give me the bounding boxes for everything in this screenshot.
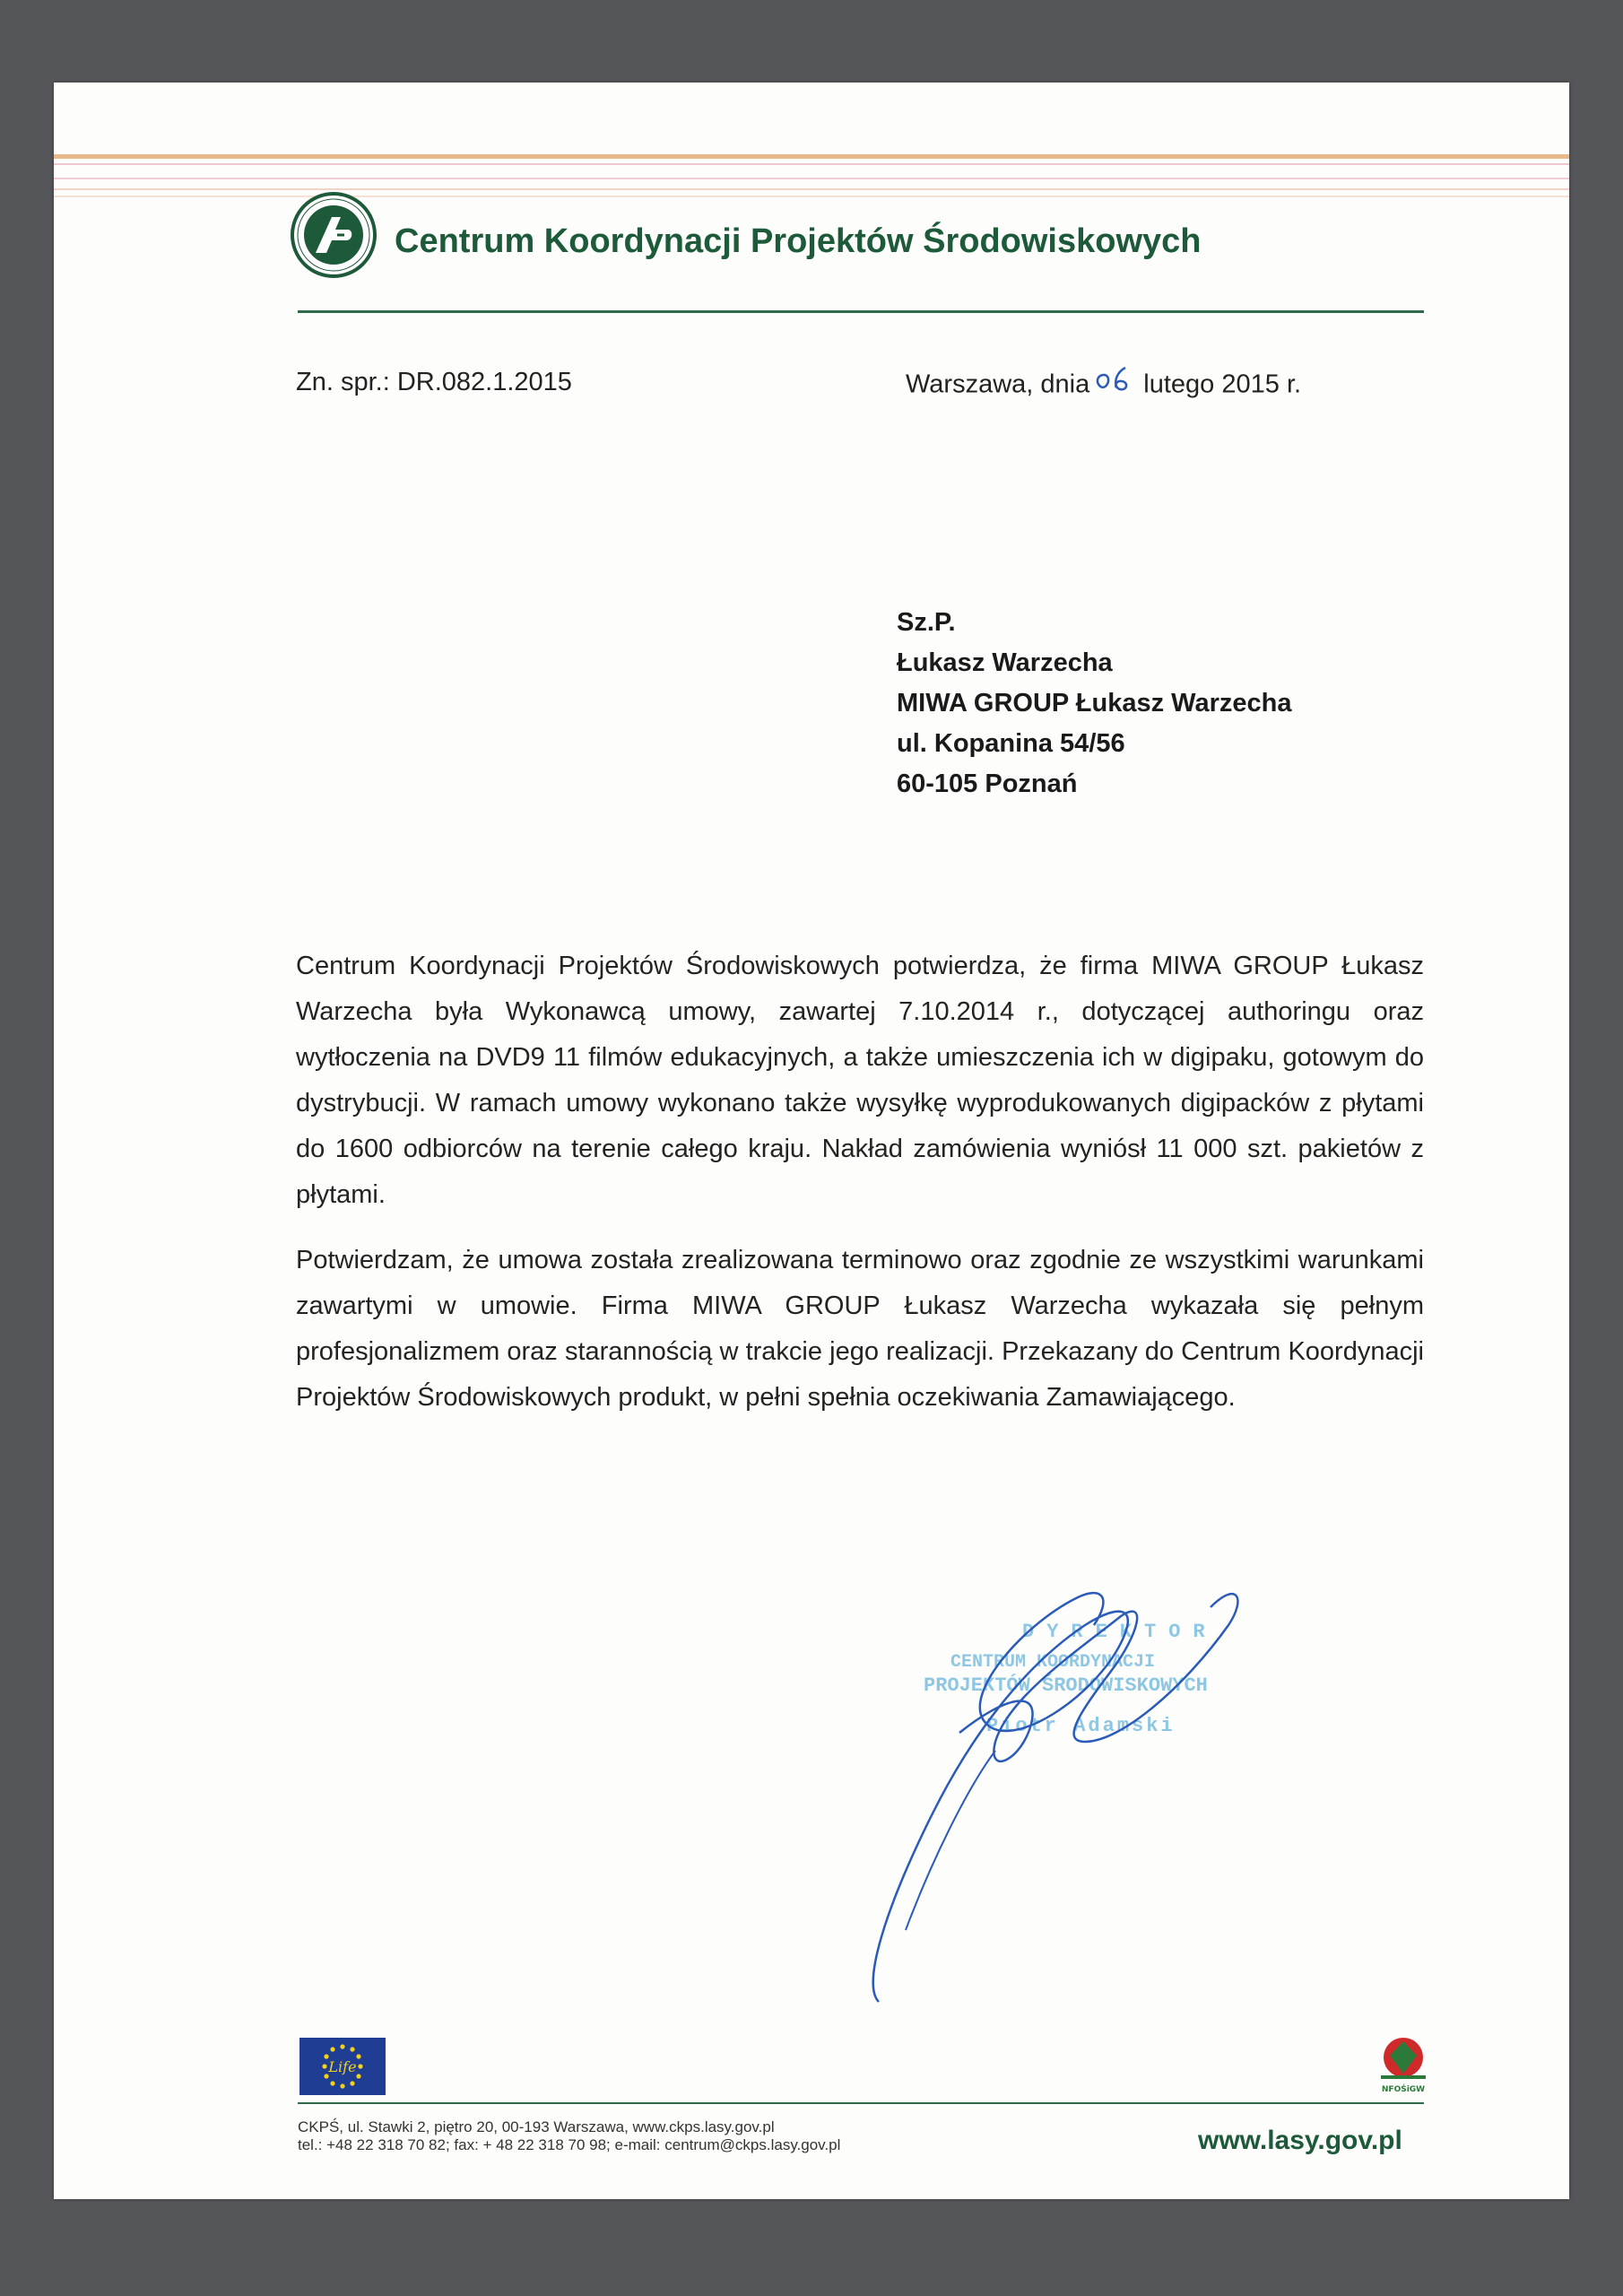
signature-and-stamp — [852, 1518, 1354, 2011]
recipient-line: MIWA GROUP Łukasz Warzecha — [897, 689, 1292, 718]
footer-address-line: CKPŚ, ul. Stawki 2, piętro 20, 00-193 Warszawa, www.ckps.lasy.gov.pl — [298, 2118, 775, 2135]
nf-logo-text: NFOŚiGW — [1381, 2085, 1426, 2094]
stamp-title: DYREKTOR — [1022, 1621, 1218, 1643]
letterhead — [289, 190, 1454, 280]
body-paragraph: Potwierdzam, że umowa została zrealizowana terminowo oraz zgodnie ze wszystkimi warunkami zawartymi w umowie. Firma MIWA GROUP Łukasz Warzecha wykazała się pełnym profesjonalizmem oraz starannością w trakcie jego realizacji. Przekazany do Centrum Koordynacji Projektów Środowiskowych produkt, w pełni spełnia oczekiwania Zamawiającego. — [296, 1246, 1424, 1412]
lasy-panstwowe-logo-icon — [289, 190, 378, 280]
body-paragraph: Centrum Koordynacji Projektów Środowiskowych potwierdza, że firma MIWA GROUP Łukasz Warzecha była Wykonawcą umowy, zawartej 7.10.2014 r., dotyczącej authoringu oraz wytłoczenia na DVD9 11 filmów edukacyjnych, a także umieszczenia ich w digipaku, gotowym do dystrybucji. W ramach umowy wykonano także wysyłkę wyprodukowanych digipacków z płytami do 1600 odbiorców na terenie całego kraju. Nakład zamówienia wyniósł 11 000 szt. pakietów z płytami. — [296, 952, 1424, 1209]
recipient-line: Łukasz Warzecha — [897, 648, 1113, 677]
letter-date — [906, 368, 1301, 404]
nfosigw-logo-icon — [1372, 2029, 1435, 2100]
recipient-line: ul. Kopanina 54/56 — [897, 729, 1125, 758]
stamp-line: CENTRUM KOORDYNACJI — [950, 1652, 1156, 1673]
organization-name: Centrum Koordynacji Projektów Środowiskowych — [395, 222, 1202, 260]
case-number: Zn. spr.: DR.082.1.2015 — [296, 368, 572, 396]
footer-address — [298, 2118, 840, 2154]
footer-divider — [298, 2102, 1424, 2104]
footer-address-line: tel.: +48 22 318 70 82; fax: + 48 22 318 70 98; e-mail: centrum@ckps.lasy.gov.pl — [298, 2136, 841, 2153]
recipient-address — [897, 603, 1291, 804]
date-prefix: Warszawa, dnia — [906, 370, 1090, 399]
stamp-line: PROJEKTÓW ŚRODOWISKOWYCH — [924, 1674, 1208, 1697]
letter-body — [296, 944, 1424, 1440]
eu-life-logo-icon — [299, 2038, 386, 2095]
recipient-line: Sz.P. — [897, 608, 956, 637]
header-divider — [298, 310, 1424, 313]
footer-website: www.lasy.gov.pl — [1198, 2126, 1402, 2155]
date-suffix: lutego 2015 r. — [1143, 370, 1302, 399]
stamp-name: Piotr Adamski — [986, 1715, 1176, 1737]
letter-page — [54, 83, 1569, 2199]
handwritten-day — [1089, 364, 1136, 400]
recipient-line: 60-105 Poznań — [897, 770, 1078, 798]
eu-logo-text: Life — [328, 2058, 357, 2075]
handwritten-signature — [852, 1518, 1354, 2011]
